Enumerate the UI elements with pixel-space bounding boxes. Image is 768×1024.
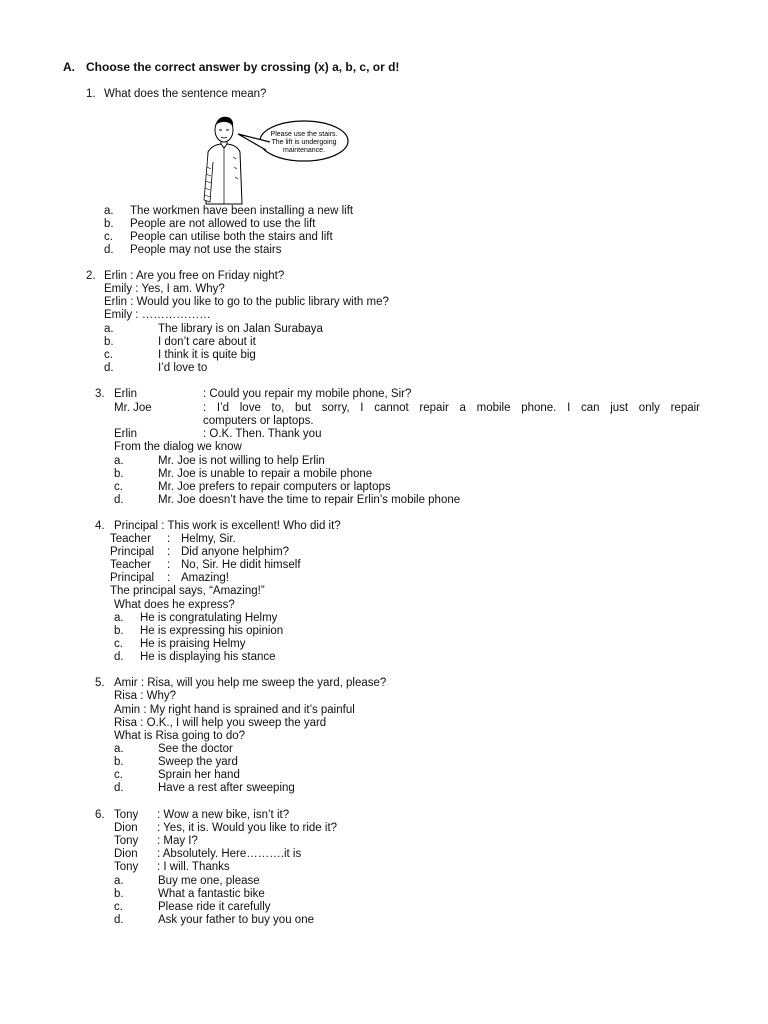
option-text: He is praising Helmy [140,638,246,650]
option-letter: b. [114,756,124,768]
q5-line-5: What is Risa going to do? [114,730,246,742]
bubble-line-2: The lift is undergoing [271,139,337,146]
q3-speaker-3: Erlin [114,428,138,440]
q2-option-b[interactable] [104,336,256,349]
q5-number: 5. [95,677,105,689]
q4-colon-3: : [167,559,171,571]
q3-option-d[interactable] [114,494,461,507]
q5-line-3: Amin : My right hand is sprained and it’s painful [114,704,355,716]
q6-option-d[interactable] [114,914,314,927]
q4-first-line: Principal : This work is excellent! Who did it? [114,520,341,532]
q4-colon-1: : [167,533,171,545]
option-text: People can utilise both the stairs and lift [130,231,333,243]
option-letter: b. [114,625,124,637]
q4-option-d[interactable] [114,651,276,664]
q3-speaker-2: Mr. Joe [114,402,152,414]
option-letter: a. [104,323,114,335]
q4-speech-4: Amazing! [181,572,229,584]
q6-speech-1: : Wow a new bike, isn’t it? [157,809,290,821]
option-letter: c. [104,231,113,243]
option-letter: c. [114,769,123,781]
option-text: Buy me one, please [158,875,260,887]
option-text: The workmen have been installing a new lift [130,205,354,217]
q1-number: 1. [86,88,96,100]
q2-option-a[interactable] [104,323,323,336]
man-speech-illustration [200,112,350,210]
option-letter: c. [114,638,123,650]
option-text: Sprain her hand [158,769,240,781]
option-letter: d. [114,494,124,506]
q6-speech-2: : Yes, it is. Would you like to ride it? [157,822,338,834]
option-text: Please ride it carefully [158,901,271,913]
q6-speaker-1: Tony [114,809,139,821]
q3-speaker-1: Erlin [114,388,138,400]
q6-option-a[interactable] [114,875,260,888]
q2-option-c[interactable] [104,349,256,362]
option-letter: a. [114,743,124,755]
q1-text: What does the sentence mean? [104,88,267,100]
q2-line-1: Erlin : Are you free on Friday night? [104,270,285,282]
q4-says: The principal says, “Amazing!” [110,585,265,597]
q4-colon-4: : [167,572,171,584]
option-letter: d. [114,651,124,663]
option-text: People may not use the stairs [130,244,282,256]
bubble-line-1: Please use the stairs. [270,131,338,138]
option-letter: c. [104,349,113,361]
option-text: Ask your father to buy you one [158,914,314,926]
q5-option-b[interactable] [114,756,238,769]
option-text: Mr. Joe is unable to repair a mobile phone [158,468,373,480]
option-letter: a. [114,612,124,624]
q5-option-c[interactable] [114,769,240,782]
q2-option-d[interactable] [104,362,208,375]
q6-speaker-4: Dion [114,848,138,860]
q6-speech-3: : May I? [157,835,198,847]
option-letter: b. [114,468,124,480]
option-letter: b. [114,888,124,900]
option-text: Mr. Joe doesn’t have the time to repair Erlin’s mobile phone [158,494,461,506]
q4-number: 4. [95,520,105,532]
q5-line-2: Risa : Why? [114,690,176,702]
q5-option-a[interactable] [114,743,233,756]
q4-prompt: What does he express? [114,599,235,611]
q4-speech-1: Helmy, Sir. [181,533,236,545]
q3-number: 3. [95,388,105,400]
q6-speaker-2: Dion [114,822,138,834]
q5-line-4: Risa : O.K., I will help you sweep the yard [114,717,327,729]
q4-option-b[interactable] [114,625,284,638]
q6-option-c[interactable] [114,901,271,914]
option-text: The library is on Jalan Surabaya [158,323,323,335]
option-text: Mr. Joe prefers to repair computers or laptops [158,481,391,493]
q6-option-b[interactable] [114,888,265,901]
option-text: I don’t care about it [158,336,256,348]
q6-speech-5: : I will. Thanks [157,861,230,873]
option-letter: a. [114,455,124,467]
man-speaking-figure [200,112,350,210]
q3-option-c[interactable] [114,481,391,494]
q4-speech-3: No, Sir. He didit himself [181,559,301,571]
section-letter: A. [63,60,75,74]
option-letter: d. [114,782,124,794]
q4-colon-2: : [167,546,171,558]
q3-speech-2-cont: computers or laptops. [203,415,314,427]
q4-speech-2: Did anyone helphim? [181,546,290,558]
q3-option-b[interactable] [114,468,373,481]
option-text: I’d love to [158,362,208,374]
q3-speech-3: : O.K. Then. Thank you [203,428,322,440]
q4-option-c[interactable] [114,638,246,651]
q4-speaker-3: Teacher [110,559,151,571]
q5-option-d[interactable] [114,782,295,795]
q2-number: 2. [86,270,96,282]
q5-line-1: Amir : Risa, will you help me sweep the yard, please? [114,677,387,689]
option-text: Have a rest after sweeping [158,782,295,794]
option-text: People are not allowed to use the lift [130,218,316,230]
q3-speech-2: : I’d love to, but sorry, I cannot repair a mobile phone. I can just only repair [203,402,700,414]
option-text: He is displaying his stance [140,651,276,663]
q1-option-a[interactable] [104,205,354,218]
q6-number: 6. [95,809,105,821]
option-text: What a fantastic bike [158,888,265,900]
option-letter: d. [104,244,114,256]
section-instruction: Choose the correct answer by crossing (x) a, b, c, or d! [86,60,400,74]
option-letter: b. [104,336,114,348]
option-text: Mr. Joe is not willing to help Erlin [158,455,325,467]
q3-option-a[interactable] [114,455,325,468]
q2-line-3: Erlin : Would you like to go to the public library with me? [104,296,389,308]
option-text: He is expressing his opinion [140,625,284,637]
option-text: Sweep the yard [158,756,238,768]
option-text: See the doctor [158,743,233,755]
option-letter: c. [114,901,123,913]
q6-speech-4: : Absolutely. Here……….it is [157,848,302,860]
option-text: I think it is quite big [158,349,256,361]
q4-option-a[interactable] [114,612,278,625]
q4-speaker-4: Principal [110,572,155,584]
q3-speech-1: : Could you repair my mobile phone, Sir? [203,388,412,400]
option-letter: d. [114,914,124,926]
q4-speaker-1: Teacher [110,533,151,545]
bubble-line-3: maintenance. [282,147,326,154]
q2-line-2: Emily : Yes, I am. Why? [104,283,225,295]
option-letter: b. [104,218,114,230]
q1-option-c[interactable] [104,231,333,244]
q1-option-d[interactable] [104,244,282,257]
option-text: He is congratulating Helmy [140,612,278,624]
option-letter: c. [114,481,123,493]
q6-speaker-5: Tony [114,861,139,873]
option-letter: d. [104,362,114,374]
q4-speaker-2: Principal [110,546,155,558]
q2-line-4: Emily : ……………… [104,309,211,321]
option-letter: a. [104,205,114,217]
q3-prompt: From the dialog we know [114,441,242,453]
q1-option-b[interactable] [104,218,316,231]
q6-speaker-3: Tony [114,835,139,847]
option-letter: a. [114,875,124,887]
